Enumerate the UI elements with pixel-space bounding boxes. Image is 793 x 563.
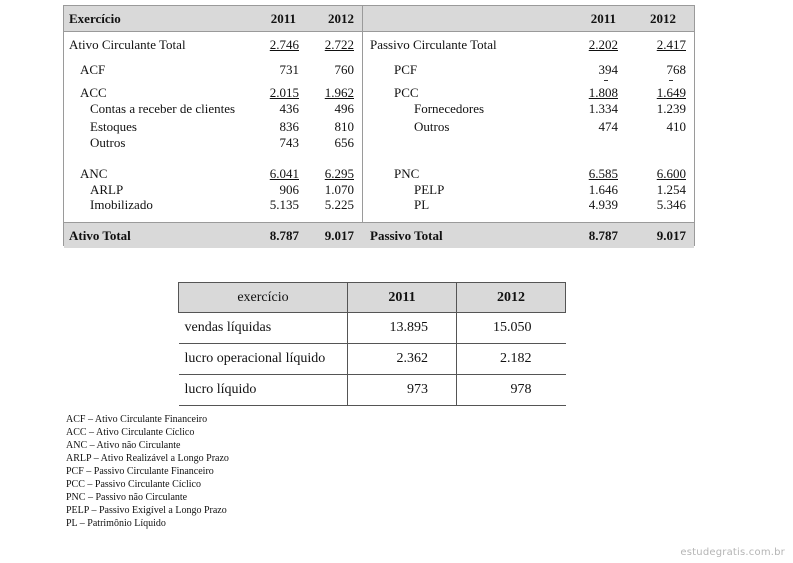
row-value-2012: 2.182 (457, 344, 566, 375)
ativo-circulante-total-2012: 2.722 (324, 37, 354, 52)
anc-label: ANC (80, 166, 108, 181)
pcf-2011: 394 (598, 62, 618, 77)
legend-item: PELP – Passivo Exigível a Longo Prazo (66, 505, 227, 516)
pnc-2012: 6.600 (656, 166, 686, 181)
results-header-row (179, 283, 566, 313)
results-header-2012: 2012 (457, 283, 566, 313)
imobilizado-label: Imobilizado (90, 197, 153, 212)
row-value-2012: 15.050 (457, 313, 566, 344)
pcc-label: PCC (394, 85, 419, 100)
table-row (179, 313, 566, 344)
row-label: lucro operacional líquido (179, 344, 348, 375)
anc-2011: 6.041 (269, 166, 299, 181)
table-row (179, 344, 566, 375)
acf-label: ACF (80, 62, 106, 77)
pl-label: PL (414, 197, 430, 212)
fornecedores-2011: 1.334 (588, 101, 618, 116)
pnc-2011: 6.585 (588, 166, 618, 181)
passivo-circulante-total-2011: 2.202 (588, 37, 618, 52)
pelp-label: PELP (414, 182, 445, 197)
results-header-2011: 2011 (348, 283, 457, 313)
arlp-2011: 906 (279, 182, 299, 197)
legend-item: ANC – Ativo não Circulante (66, 440, 181, 451)
balance-sheet-table (63, 5, 695, 246)
legend-item: PL – Patrimônio Líquido (66, 518, 166, 529)
pcc-2012: 1.649 (656, 85, 686, 100)
legend-item: PNC – Passivo não Circulante (66, 492, 188, 503)
pelp-2011: 1.646 (588, 182, 618, 197)
outros-passivo-2012: 410 (666, 119, 686, 134)
watermark-text: estudegratis.com.br (680, 547, 785, 558)
acf-2012: 760 (334, 62, 354, 77)
balance-sheet-footer (64, 222, 694, 248)
acc-2011: 2.015 (269, 85, 299, 100)
outros-ativo-label: Outros (90, 135, 126, 150)
imobilizado-2012: 5.225 (324, 197, 354, 212)
row-value-2011: 2.362 (348, 344, 457, 375)
fornecedores-2012: 1.239 (656, 101, 686, 116)
legend-item: PCF – Passivo Circulante Financeiro (66, 466, 214, 477)
row-value-2011: 13.895 (348, 313, 457, 344)
imobilizado-2011: 5.135 (269, 197, 299, 212)
results-header-exercicio: exercício (179, 283, 348, 313)
row-value-2011: 973 (348, 375, 457, 406)
anc-2012: 6.295 (324, 166, 354, 181)
pcf-label: PCF (394, 62, 418, 77)
header-passivo-2012: 2012 (650, 11, 676, 26)
results-table (178, 282, 566, 406)
acc-label: ACC (80, 85, 107, 100)
passivo-total-label: Passivo Total (370, 228, 443, 243)
passivo-total-2012: 9.017 (656, 228, 686, 243)
passivo-circulante-total-2012: 2.417 (656, 37, 686, 52)
outros-ativo-2012: 656 (334, 135, 354, 150)
contas-receber-2011: 436 (279, 101, 299, 116)
row-value-2012: 978 (457, 375, 566, 406)
pnc-label: PNC (394, 166, 420, 181)
ativo-total-2011: 8.787 (269, 228, 299, 243)
legend-item: ARLP – Ativo Realizável a Longo Prazo (66, 453, 229, 464)
passivo-circulante-total-label: Passivo Circulante Total (370, 37, 497, 52)
pelp-2012: 1.254 (656, 182, 686, 197)
legend-item: PCC – Passivo Circulante Cíclico (66, 479, 201, 490)
acf-2011: 731 (279, 62, 299, 77)
header-ativo-2011: 2011 (270, 11, 296, 26)
outros-ativo-2011: 743 (279, 135, 299, 150)
contas-receber-label: Contas a receber de clientes (90, 101, 236, 116)
row-label: vendas líquidas (179, 313, 348, 344)
dash-mark (604, 80, 608, 81)
outros-passivo-2011: 474 (598, 119, 618, 134)
balance-sheet-header (64, 6, 694, 32)
pcf-2012: 768 (666, 62, 686, 77)
estoques-2012: 810 (334, 119, 354, 134)
acc-2012: 1.962 (324, 85, 354, 100)
fornecedores-label: Fornecedores (414, 101, 485, 116)
ativo-total-label: Ativo Total (69, 228, 131, 243)
table-row (179, 375, 566, 406)
header-ativo-2012: 2012 (328, 11, 354, 26)
ativo-circulante-total-label: Ativo Circulante Total (69, 37, 186, 52)
ativo-total-2012: 9.017 (324, 228, 354, 243)
arlp-2012: 1.070 (324, 182, 354, 197)
abbreviation-legend (66, 413, 229, 530)
ativo-circulante-total-2011: 2.746 (269, 37, 299, 52)
header-passivo-2011: 2011 (590, 11, 616, 26)
dash-mark (669, 80, 673, 81)
contas-receber-2012: 496 (334, 101, 354, 116)
outros-passivo-label: Outros (414, 119, 450, 134)
legend-item: ACC – Ativo Circulante Cíclico (66, 427, 195, 438)
column-divider (362, 6, 363, 245)
row-label: lucro líquido (179, 375, 348, 406)
legend-item: ACF – Ativo Circulante Financeiro (66, 414, 208, 425)
estoques-label: Estoques (90, 119, 137, 134)
pcc-2011: 1.808 (588, 85, 618, 100)
pl-2012: 5.346 (656, 197, 686, 212)
header-exercicio: Exercício (69, 11, 121, 26)
pl-2011: 4.939 (588, 197, 618, 212)
arlp-label: ARLP (90, 182, 124, 197)
estoques-2011: 836 (279, 119, 299, 134)
passivo-total-2011: 8.787 (588, 228, 618, 243)
